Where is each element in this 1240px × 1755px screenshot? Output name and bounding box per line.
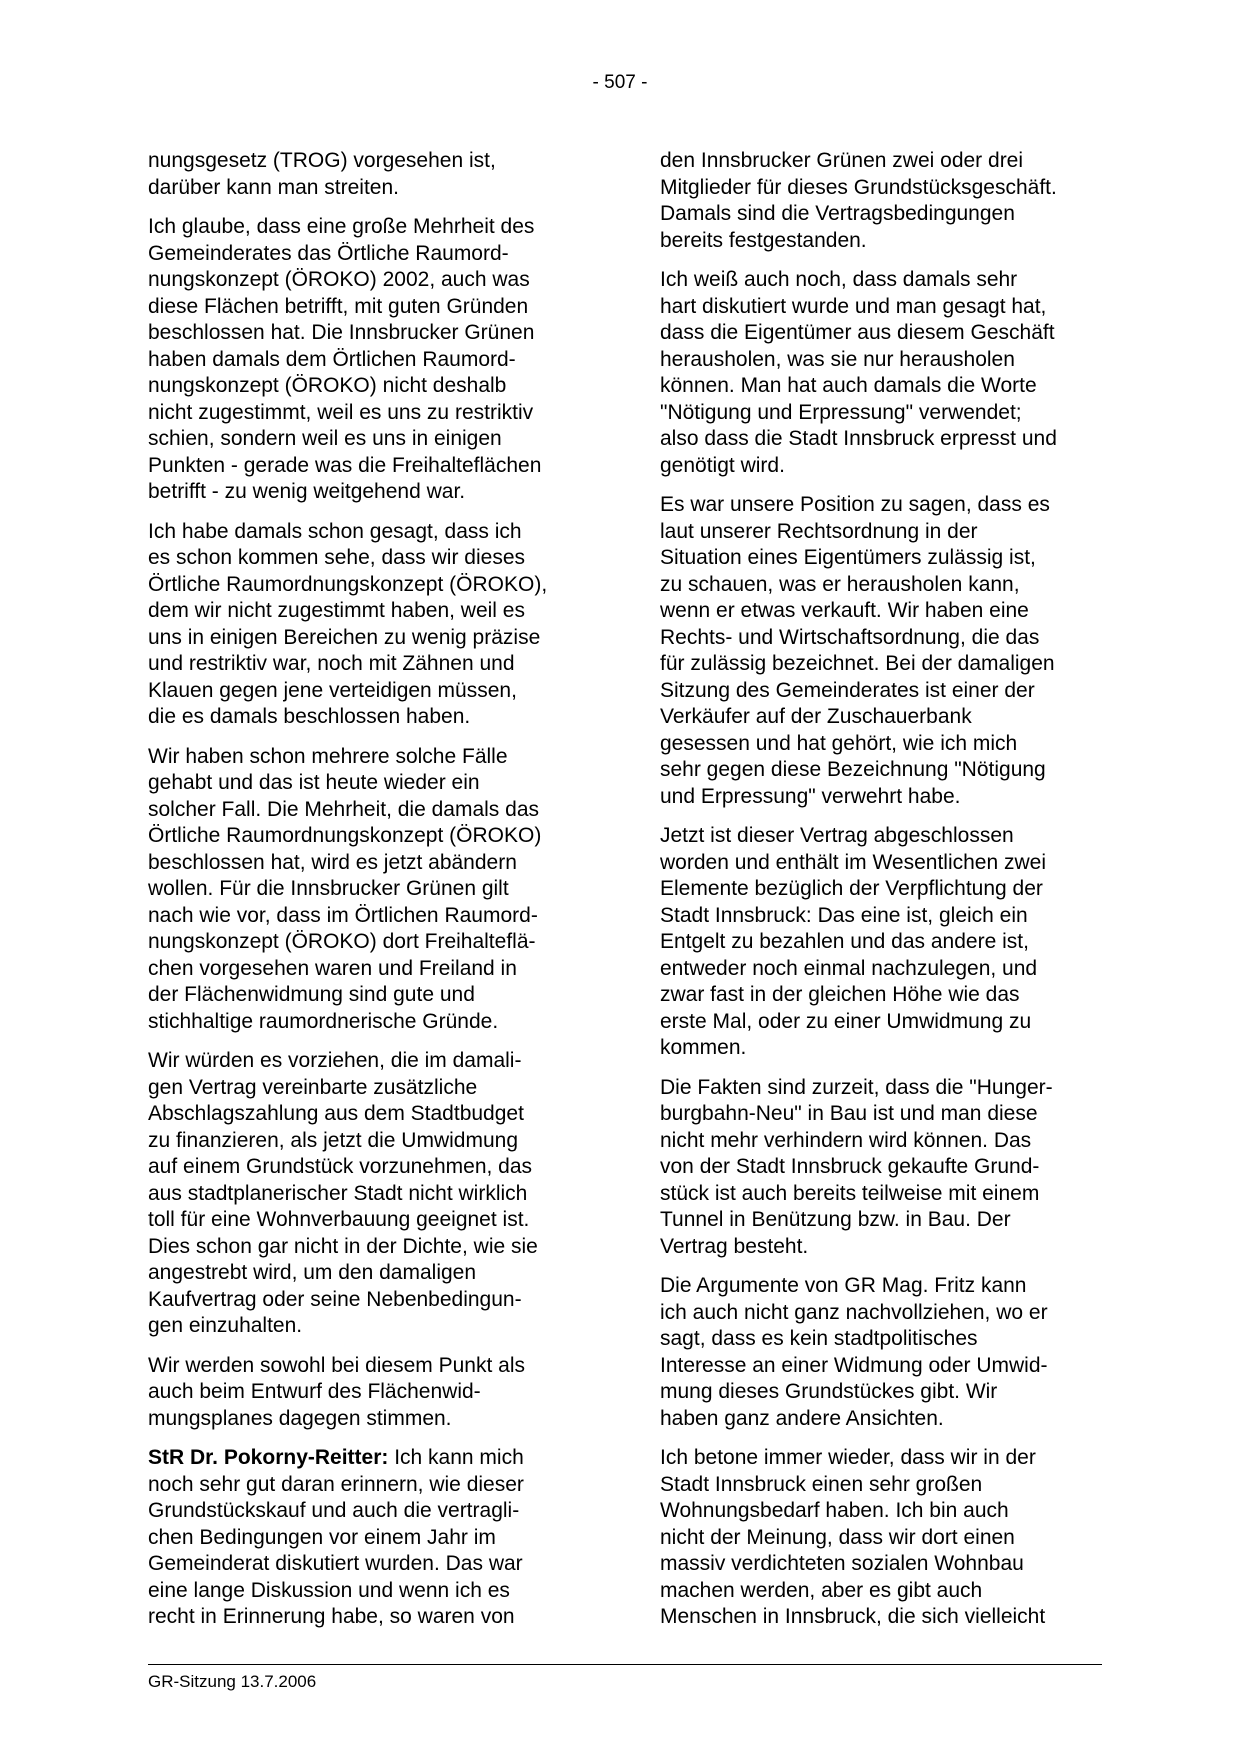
- page-number: - 507 -: [592, 72, 648, 93]
- paragraph: Ich habe damals schon gesagt, dass ich es schon kommen sehe, dass wir dieses Örtliche Raumordnungskonzept (ÖROKO), dem wir nicht zugestimmt haben, weil es uns in einigen Bereichen zu wenig präzise und restriktiv war, noch mit Zähnen und Klauen gegen jene verteidigen müssen, die es damals beschlossen haben.: [148, 519, 548, 728]
- right-column: [660, 148, 1100, 1644]
- paragraph: Wir würden es vorziehen, die im damali- gen Vertrag vereinbarte zusätzliche Abschlagszahlung aus dem Stadtbudget zu finanzieren, als jetzt die Umwidmung auf einem Grundstück vorzunehmen, das aus stadtplanerischer Stadt nicht wirklich toll für eine Wohnverbauung geeignet ist. Dies schon gar nicht in der Dichte, wie sie angestrebt wird, um den damaligen Kaufvertrag oder seine Nebenbedingun- gen einzuhalten.: [148, 1049, 538, 1337]
- paragraph: Ich weiß auch noch, dass damals sehr hart diskutiert wurde und man gesagt hat, dass die Eigentümer aus diesem Geschäft herausholen, was sie nur herausholen können. Man hat auch damals die Worte "Nötigung und Erpressung" verwendet; also dass die Stadt Innsbruck erpresst und genötigt wird.: [660, 268, 1057, 477]
- paragraph: Die Fakten sind zurzeit, dass die "Hunger- burgbahn-Neu" in Bau ist und man diese nicht mehr verhindern wird können. Das von der Stadt Innsbruck gekaufte Grund- stück ist auch bereits teilweise mit einem Tunnel in Benützung bzw. in Bau. Der Vertrag besteht.: [660, 1075, 1053, 1258]
- speaker-name: StR Dr. Pokorny-Reitter:: [148, 1446, 389, 1469]
- left-column: [148, 148, 588, 1644]
- paragraph: Die Argumente von GR Mag. Fritz kann ich auch nicht ganz nachvollziehen, wo er sagt, dass es kein stadtpolitisches Interesse an einer Widmung oder Umwid- mung dieses Grundstückes gibt. Wir haben ganz andere Ansichten.: [660, 1274, 1048, 1430]
- paragraph: Ich betone immer wieder, dass wir in der Stadt Innsbruck einen sehr großen Wohnungsbedarf haben. Ich bin auch nicht der Meinung, dass wir dort einen massiv verdichteten sozialen Wohnbau machen werden, aber es gibt auch Menschen in Innsbruck, die sich vielleicht: [660, 1446, 1046, 1628]
- paragraph: Jetzt ist dieser Vertrag abgeschlossen worden und enthält im Wesentlichen zwei Elemente bezüglich der Verpflichtung der Stadt Innsbruck: Das eine ist, gleich ein Entgelt zu bezahlen und das andere ist, entweder noch einmal nachzulegen, und zwar fast in der gleichen Höhe wie das erste Mal, oder zu einer Umwidmung zu kommen.: [660, 824, 1046, 1059]
- paragraph: nungsgesetz (TROG) vorgesehen ist, darüber kann man streiten.: [148, 149, 496, 199]
- footer-session-label: GR-Sitzung 13.7.2006: [148, 1672, 317, 1691]
- paragraph: Es war unsere Position zu sagen, dass es laut unserer Rechtsordnung in der Situation eines Eigentümers zulässig ist, zu schauen, was er herausholen kann, wenn er etwas verkauft. Wir haben eine Rechts- und Wirtschaftsordnung, die das für zulässig bezeichnet. Bei der damaligen Sitzung des Gemeinderates ist einer der Verkäufer auf der Zuschauerbank gesessen und hat gehört, wie ich mich sehr gegen diese Bezeichnung "Nötigung und Erpressung" verwehrt habe.: [660, 493, 1055, 808]
- footer-divider: [148, 1664, 1102, 1665]
- paragraph: Ich glaube, dass eine große Mehrheit des Gemeinderates das Örtliche Raumord- nungskonzept (ÖROKO) 2002, auch was diese Flächen betrifft, mit guten Gründen beschlossen hat. Die Innsbrucker Grünen haben damals dem Örtlichen Raumord- nungskonzept (ÖROKO) nicht deshalb nicht zugestimmt, weil es uns zu restriktiv schien, sondern weil es uns in einigen Punkten - gerade was die Freihalteflächen betrifft - zu wenig weitgehend war.: [148, 215, 542, 503]
- paragraph: Wir haben schon mehrere solche Fälle gehabt und das ist heute wieder ein solcher Fall. Die Mehrheit, die damals das Örtliche Raumordnungskonzept (ÖROKO) beschlossen hat, wird es jetzt abändern wollen. Für die Innsbrucker Grünen gilt nach wie vor, dass im Örtlichen Raumord- nungskonzept (ÖROKO) dort Freihalteflä- chen vorgesehen waren und Freiland in der Flächenwidmung sind gute und stichhaltige raumordnerische Gründe.: [148, 744, 542, 1033]
- speech-text: Ich kann mich noch sehr gut daran erinnern, wie dieser Grundstückskauf und auch die vertragli- chen Bedingungen vor einem Jahr im Gemeinderat diskutiert wurden. Das war eine lange Diskussion und wenn ich es recht in Erinnerung habe, so waren von: [148, 1446, 524, 1628]
- speech-paragraph: [148, 1445, 588, 1631]
- paragraph: den Innsbrucker Grünen zwei oder drei Mitglieder für dieses Grundstücksgeschäft. Damals sind die Vertragsbedingungen bereits festgestanden.: [660, 149, 1057, 252]
- paragraph: Wir werden sowohl bei diesem Punkt als auch beim Entwurf des Flächenwid- mungsplanes dagegen stimmen.: [148, 1353, 525, 1430]
